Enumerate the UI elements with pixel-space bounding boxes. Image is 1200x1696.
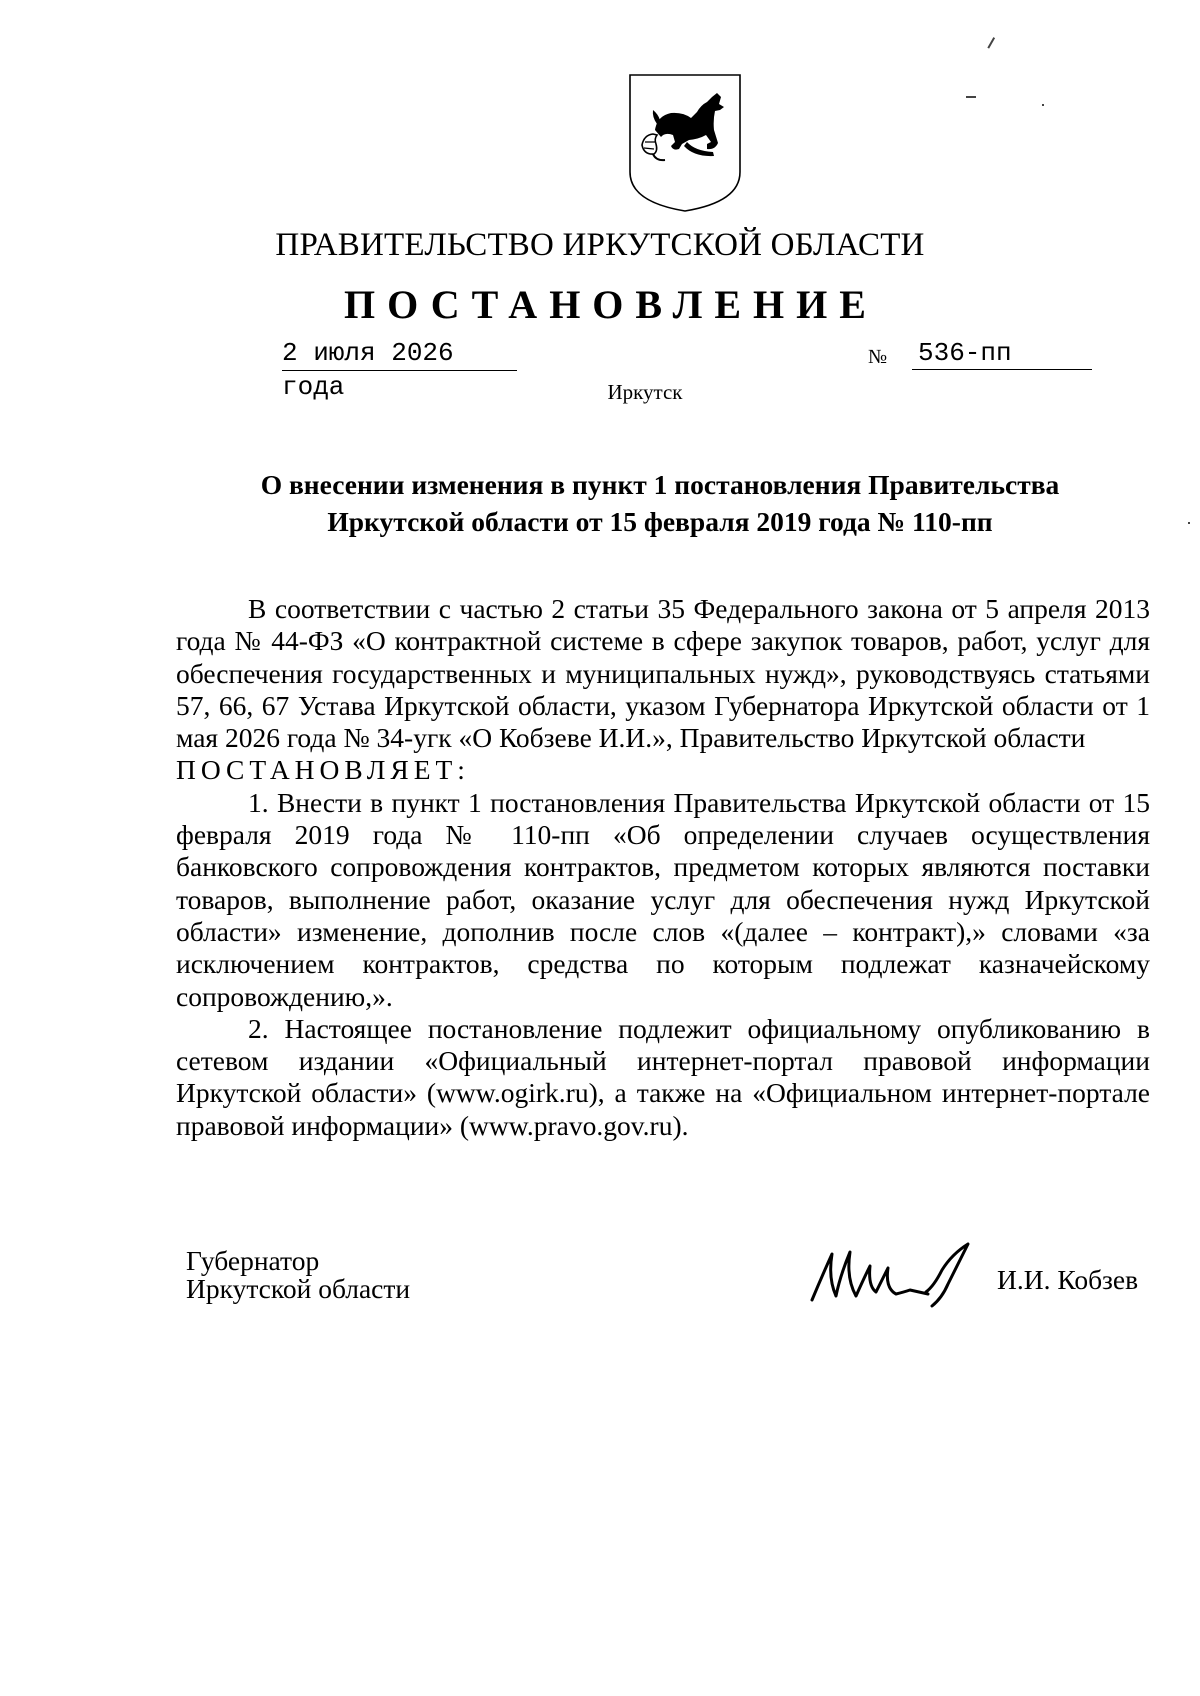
document-date: 2 июля 2026 года [282,336,517,371]
scan-mark [966,96,976,98]
position-line-1: Губернатор [186,1245,320,1276]
handwritten-signature [808,1240,983,1312]
scan-mark [1188,522,1190,524]
document-heading [170,466,1150,540]
scan-mark [1042,104,1044,106]
number-sign: № [868,346,888,368]
decree-word: ПОСТАНОВЛЯЕТ: [176,754,470,786]
heading-line-1: О внесении изменения в пункт 1 постановления Правительства [260,469,1060,500]
position-line-2: Иркутской области [186,1273,411,1304]
signatory-position [186,1247,410,1303]
clause-2: 2. Настоящее постановление подлежит официальному опубликованию в сетевом издании «Официальный интернет-портал правовой информации Иркутской области» (www.ogirk.ru), а также на «Официальном интернет-портале правовой информации» (www.pravo.gov.ru). [176,1012,1150,1141]
preamble-paragraph: В соответствии с частью 2 статьи 35 Федерального закона от 5 апреля 2013 года № 44-ФЗ «О контрактной системе в сфере закупок товаров, работ, услуг для обеспечения государственных и муниципальных нужд», руководствуясь статьями 57, 66, 67 Устава Иркутской области, указом Губернатора Иркутской области от 1 мая 2026 года № 34-угк «О Кобзеве И.И.», Правительство Иркутской области [176,593,1150,754]
document-body [176,593,1150,1142]
coat-of-arms-icon [627,72,743,214]
document-number: 536-пп [912,336,1092,370]
heading-line-2: Иркутской области от 15 февраля 2019 года № 110-пп [327,506,993,537]
document-type: ПОСТАНОВЛЕНИЕ [344,282,878,327]
government-name: ПРАВИТЕЛЬСТВО ИРКУТСКОЙ ОБЛАСТИ [275,227,925,263]
city: Иркутск [607,380,683,404]
scan-mark [987,37,994,48]
clause-1: 1. Внести в пункт 1 постановления Правительства Иркутской области от 15 февраля 2019 года № 110-пп «Об определении случаев осуществления банковского сопровождения контрактов, предметом которых являются поставки товаров, выполнение работ, оказание услуг для обеспечения нужд Иркутской области» изменение, дополнив после слов «(далее – контракт),» словами «за исключением контрактов, средства по которым подлежат казначейскому сопровождению,». [176,786,1150,1012]
signatory-name: И.И. Кобзев [997,1264,1139,1295]
